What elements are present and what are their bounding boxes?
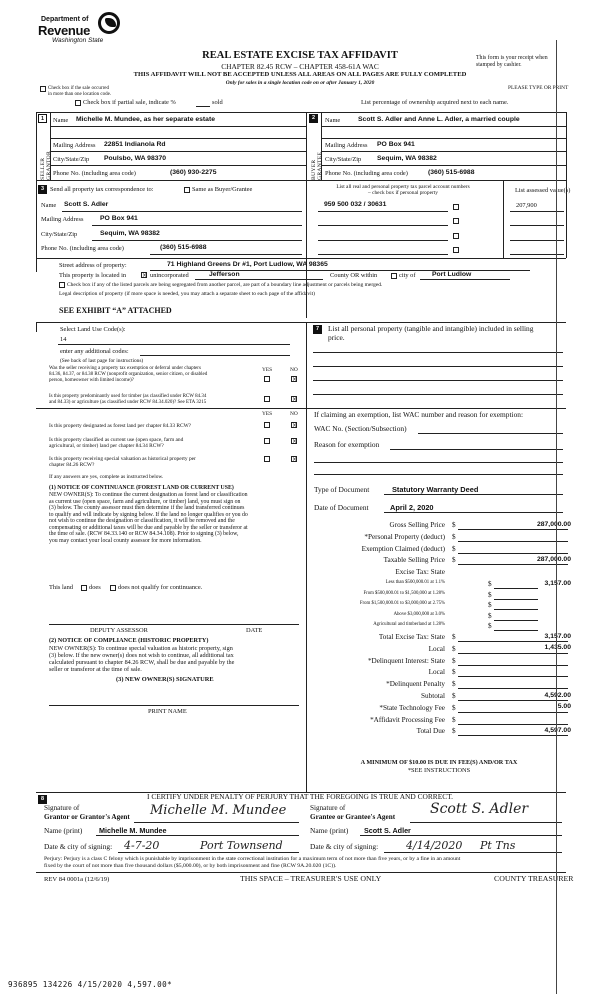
timber-no-checkbox[interactable]: × <box>292 396 298 403</box>
grantee-date-underline <box>384 852 562 853</box>
same-as-buyer-checkbox[interactable] <box>184 187 190 193</box>
land-use-label: Select Land Use Code(s): <box>60 326 126 333</box>
tax-row-label: *Affidavit Processing Fee <box>370 715 445 724</box>
street-address-value[interactable]: 71 Highland Greens Dr #1, Port Ludlow, WA 98365 <box>167 261 328 268</box>
seller-mailing-label: Mailing Address <box>53 142 96 149</box>
grantee-signature-label-1: Signature of <box>310 804 346 812</box>
deferral-question <box>49 366 207 385</box>
tax-row-dollar-sign: $ <box>452 544 456 553</box>
tax-row-underline <box>458 676 568 677</box>
tax-row-label: Taxable Selling Price <box>383 556 445 565</box>
section5-sub-line <box>36 408 566 409</box>
parcel-row-1-value[interactable]: 207,900 <box>516 202 537 209</box>
seller-city-value[interactable]: Poulsbo, WA 98370 <box>104 155 167 162</box>
county-underline <box>195 279 323 280</box>
receipt-note <box>476 55 548 70</box>
list-percentage-note: List percentage of ownership acquired next to each name. <box>361 99 509 106</box>
tax-row-label: Less than $500,000.01 at 1.1% <box>385 580 445 585</box>
notice2-line3: calculated pursuant to chapter 84.26 RCW, shall be due and payable by the <box>49 659 235 666</box>
seller-mailing-value[interactable]: 22851 Indianola Rd <box>104 141 166 148</box>
buyer-mailing-value[interactable]: PO Box 941 <box>377 141 415 148</box>
partial-sale-sold: sold <box>212 99 223 106</box>
tax-row-dollar-sign: $ <box>452 556 456 565</box>
parcel-row-2-line <box>318 225 448 226</box>
buyer-name-label: Name <box>325 117 341 124</box>
tax-row-label: *State Technology Fee <box>379 703 445 712</box>
tax-row-label: From $500,000.01 to $1,500,000 at 1.28% <box>363 590 445 596</box>
tax-row-value[interactable]: 4,592.00 <box>544 691 571 699</box>
tax-row-underline <box>458 541 568 542</box>
seller-phone-underline <box>36 180 306 181</box>
timber-yes-checkbox[interactable] <box>264 396 270 402</box>
tax-row-dollar-sign: $ <box>488 601 492 610</box>
county-or-label: County OR within <box>330 272 378 279</box>
tax-row-underline <box>494 588 538 589</box>
personal-property-line1: List all personal property (tangible and intangible) included in selling <box>328 324 534 333</box>
personal-property-line-3 <box>313 380 563 381</box>
tax-row-underline <box>458 564 568 565</box>
deferral-yes-checkbox[interactable] <box>264 376 270 382</box>
section3-bottom-line <box>36 258 566 259</box>
dor-logo-line2: Revenue <box>38 23 91 38</box>
perjury-statement <box>44 856 460 870</box>
location-city-underline <box>420 279 510 280</box>
tax-row-underline <box>458 700 568 701</box>
deputy-date-label: DATE <box>246 627 263 634</box>
buyer-mailing-label: Mailing Address <box>325 142 368 149</box>
tax-row-dollar-sign: $ <box>452 656 456 665</box>
perjury-line1: Perjury: Perjury is a class C felony which is punishable by imprisonment in the state correctional institution for a maximum term of not more than five years, or by a fine in an amount <box>44 856 461 862</box>
street-address-underline <box>150 270 530 271</box>
land-use-code-value[interactable]: 14 <box>60 336 67 343</box>
current-use-q-line2: agricultural, or timber) land per chapter 84.34 RCW? <box>49 443 164 450</box>
exemption-line-3 <box>314 474 563 475</box>
parcel-row-3-personal-checkbox[interactable] <box>453 233 459 239</box>
land-use-see-back: (See back of last page for instructions) <box>60 358 144 364</box>
tax-row-dollar-sign: $ <box>452 532 456 541</box>
tax-row-value[interactable]: 287,000.00 <box>536 555 571 563</box>
tax-row-dollar-sign: $ <box>452 680 456 689</box>
treasurer-stamp-line <box>556 40 557 994</box>
correspondence-label: Send all property tax correspondence to: <box>50 186 154 193</box>
tax-row-label: Total Excise Tax: State <box>378 633 445 641</box>
section5-top-line <box>36 322 566 323</box>
unincorporated-checkbox[interactable]: × <box>142 272 148 279</box>
buyer-phone-underline <box>306 180 566 181</box>
parcel-divider <box>503 180 504 258</box>
parcel-row-2-personal-checkbox[interactable] <box>453 218 459 224</box>
seller-name-label: Name <box>53 117 69 124</box>
buyer-side-label: BUYER GRANTEE <box>311 151 323 180</box>
city-of-checkbox[interactable] <box>391 273 397 279</box>
buyer-city-label: City/State/Zip <box>325 156 362 163</box>
deferral-q-line3: person, homeowner with limited income)? <box>49 378 134 384</box>
corr-name-underline <box>62 211 302 212</box>
notice2-line4: seller or transferor at the time of sale. <box>49 666 142 673</box>
multi-location-line2: in more than one location code. <box>48 92 112 98</box>
current-use-no-checkbox[interactable]: × <box>292 438 298 445</box>
notice2-line2: (3) below. If the new owner(s) does not wish to continue, all additional tax <box>49 652 234 659</box>
personal-property-line-2 <box>313 366 563 367</box>
form-chapter: CHAPTER 82.45 RCW – CHAPTER 458-61A WAC <box>221 62 379 71</box>
receipt-stamp-line: 936895 134226 4/15/2020 4,597.00* <box>8 980 173 989</box>
does-not-label: does not qualify for continuance. <box>118 584 203 591</box>
form-warning: THIS AFFIDAVIT WILL NOT BE ACCEPTED UNLESS ALL AREAS ON ALL PAGES ARE FULLY COMPLETED <box>133 71 467 78</box>
parcel-row-4-personal-checkbox[interactable] <box>453 247 459 253</box>
corr-name-value[interactable]: Scott S. Adler <box>64 201 109 208</box>
treasurer-space-label: THIS SPACE – TREASURER'S USE ONLY <box>240 874 382 883</box>
tax-row-dollar-sign: $ <box>488 590 492 599</box>
notice1-line8: you may contact your local county assessor for more information. <box>49 537 202 544</box>
minimum-due-note: A MINIMUM OF $10.00 IS DUE IN FEE(S) AND/OR TAX <box>360 759 518 766</box>
partial-sale-checkbox[interactable] <box>75 100 81 106</box>
deputy-assessor-line <box>49 624 299 625</box>
section5-bracket <box>36 322 37 332</box>
tax-row-underline <box>458 665 568 666</box>
exemption-reason-underline <box>390 449 563 450</box>
section-right-border <box>566 112 567 258</box>
current-use-yes-checkbox[interactable] <box>264 438 270 444</box>
grantor-signature-line <box>134 822 299 823</box>
does-label: does <box>89 584 101 591</box>
grantee-date-value[interactable]: 4/14/2020 <box>406 839 463 852</box>
partial-sale-percent-line[interactable] <box>196 106 210 107</box>
personal-property-line-1 <box>313 352 563 353</box>
historic-question <box>49 456 196 468</box>
notice1-line5: not wish to continue the designation or classification, it will be removed and the <box>49 518 235 524</box>
tax-row-underline <box>458 553 568 554</box>
tax-row-label: Above $3,000,000 at 3.0% <box>393 611 445 617</box>
form-id: REV 84 0001a (12/6/19) <box>44 876 110 883</box>
tax-row-underline <box>458 735 568 736</box>
tax-row-underline <box>494 620 538 621</box>
tax-row-underline <box>458 529 568 530</box>
corr-phone-label: Phone No. (including area code) <box>41 245 124 252</box>
tax-row-label: Local <box>428 644 445 653</box>
corr-mailing-label: Mailing Address <box>41 216 84 223</box>
receipt-note-line2: stamped by cashier. <box>476 62 522 69</box>
deputy-assessor-label: DEPUTY ASSESSOR <box>90 627 148 634</box>
parcel-row-1-personal-checkbox[interactable] <box>453 204 459 210</box>
section-top-line <box>36 112 566 113</box>
parcel-header <box>308 184 498 196</box>
current-use-question <box>49 437 183 449</box>
this-land-label: This land <box>49 584 73 591</box>
dor-logo <box>38 12 128 48</box>
tax-row-dollar-sign: $ <box>488 622 492 631</box>
tax-row-dollar-sign: $ <box>452 692 456 700</box>
current-use-q-line1: Is this property classified as current use (open space, farm and <box>49 437 184 443</box>
parcel-header-line2: – check box if personal property <box>368 190 438 197</box>
grantor-date-value[interactable]: 4-7-20 <box>124 839 160 852</box>
dor-logo-line3: Washington State <box>52 37 104 44</box>
buyer-city-value[interactable]: Sequim, WA 98382 <box>377 155 437 162</box>
document-type-label: Type of Document <box>314 485 370 494</box>
tax-row-label: *Personal Property (deduct) <box>364 532 445 541</box>
same-as-buyer-label: Same as Buyer/Grantee <box>192 186 253 193</box>
notice-compliance-body <box>49 645 234 673</box>
grantor-city-value[interactable]: Port Townsend <box>200 839 283 852</box>
document-date-value[interactable]: April 2, 2020 <box>390 503 434 512</box>
location-city-value[interactable]: Port Ludlow <box>432 271 472 278</box>
corr-city-label: City/State/Zip <box>41 231 78 238</box>
type-or-print: PLEASE TYPE OR PRINT <box>508 85 569 91</box>
corr-city-value[interactable]: Sequim, WA 98382 <box>100 230 160 237</box>
personal-property-line-4 <box>313 394 563 395</box>
legal-description-label: Legal description of property (if more space is needed, you may attach a separate sheet to each page of the affidavit) <box>59 291 315 297</box>
grantor-signature-label-1: Signature of <box>44 804 80 812</box>
street-address-label: Street address of property: <box>59 262 127 269</box>
county-treasurer-label: COUNTY TREASURER <box>494 874 574 883</box>
historic-no-checkbox[interactable]: × <box>292 456 298 463</box>
corr-name-label: Name <box>41 202 57 209</box>
land-use-additional-label: enter any additional codes: <box>60 348 129 355</box>
buyer-phone-value[interactable]: (360) 515-6988 <box>428 169 475 176</box>
timber-q-line2: and 84.33) or agriculture (as classified under RCW 84.34.020)? See ETA 3215 <box>49 400 207 406</box>
grantor-name-label: Name (print) <box>44 826 83 835</box>
deferral-q-line1: Was the seller receiving a property tax exemption or deferral under chapters <box>49 366 201 371</box>
tax-row-label: Exemption Claimed (deduct) <box>361 544 445 553</box>
multi-location-checkbox[interactable] <box>40 86 46 92</box>
tax-row-label: Agricultural and timberland at 1.28% <box>373 622 445 628</box>
parcel-row-1-number[interactable]: 959 500 032 / 30631 <box>324 201 387 208</box>
grantor-signature[interactable]: Michelle M. Mundee <box>150 803 287 818</box>
seller-phone-label: Phone No. (including area code) <box>53 170 136 177</box>
tax-row-value[interactable]: 287,000.00 <box>536 520 571 528</box>
seller-side-label: SELLER GRANTOR <box>40 150 52 180</box>
tax-row-underline <box>458 653 568 654</box>
grantee-name-value[interactable]: Scott S. Adler <box>364 826 411 835</box>
perjury-line2: fixed by the court of not more than five thousand dollars ($5,000.00), or by both imprisonment and fine (RCW 9A.20.020 (1C)). <box>44 863 337 869</box>
seller-city-label: City/State/Zip <box>53 156 90 163</box>
new-owner-signature-line <box>49 705 299 706</box>
tax-row-underline <box>494 599 538 600</box>
notice1-line2: as current use (open space, farm and agriculture, or timber) land, you must sign on <box>49 498 241 505</box>
if-any-yes: If any answers are yes, complete as instructed below. <box>49 474 164 480</box>
parcel-row-3-line <box>318 240 448 241</box>
grantee-signature-label-2: Grantee or Grantee's Agent <box>310 812 396 821</box>
receipt-note-line1: This form is your receipt when <box>476 55 548 61</box>
tax-row-dollar-sign: $ <box>452 715 456 724</box>
buyer-mailing-underline <box>322 151 566 152</box>
see-instructions-note: *SEE INSTRUCTIONS <box>407 767 471 774</box>
located-in-label: This property is located in <box>59 272 127 279</box>
personal-property-text <box>328 325 533 342</box>
buyer-side-divider <box>321 112 322 180</box>
tax-row-dollar-sign: $ <box>452 521 456 529</box>
tax-row-underline <box>494 630 538 631</box>
document-date-underline <box>384 512 563 513</box>
tax-row-value[interactable]: 3,157.00 <box>544 632 571 640</box>
grantee-signature[interactable]: Scott S. Adler <box>430 801 529 817</box>
tax-row-dollar-sign: $ <box>452 633 456 641</box>
tax-row-dollar-sign: $ <box>488 611 492 620</box>
corr-mailing-underline <box>92 225 302 226</box>
seller-phone-value[interactable]: (360) 930-2275 <box>170 169 217 176</box>
tax-row-value[interactable]: 4,597.00 <box>544 726 571 734</box>
grantee-signature-label <box>310 804 395 821</box>
seller-city-underline <box>51 165 306 166</box>
historic-q-line1: Is this property receiving special valuation as historical property per <box>49 456 196 462</box>
section-8-number: 8 <box>38 795 47 804</box>
grantor-date-label: Date & city of signing: <box>44 842 113 851</box>
partial-sale-label: Check box if partial sale, indicate % <box>83 99 176 106</box>
exemption-line-2 <box>314 462 563 463</box>
tax-row-label: Subtotal <box>421 692 445 700</box>
unincorporated-label: unincorporated <box>150 272 189 279</box>
seller-name-underline <box>51 126 306 127</box>
no-header-1: NO <box>290 367 298 373</box>
personal-property-line2: price. <box>328 332 345 342</box>
tax-row-value[interactable]: 5.00 <box>557 703 571 711</box>
deferral-no-checkbox[interactable]: × <box>292 376 298 383</box>
deferral-q-line2: 84.36, 84.37, or 84.38 RCW (nonprofit organization, senior citizen, or disabled <box>49 372 208 378</box>
grantor-date-underline <box>118 852 299 853</box>
parcel-row-4-line <box>318 254 448 255</box>
certify-statement: I CERTIFY UNDER PENALTY OF PERJURY THAT THE FOREGOING IS TRUE AND CORRECT. <box>147 792 453 801</box>
section5-mid-divider <box>306 322 307 792</box>
buyer-name-value[interactable]: Scott S. Adler and Anne L. Adler, a married couple <box>358 116 520 123</box>
notice1-line1: NEW OWNER(S): To continue the current designation as forest land or classification <box>49 492 248 498</box>
tax-row-dollar-sign: $ <box>452 644 456 653</box>
buyer-blank-line <box>322 138 566 139</box>
tax-row-label: Local <box>428 668 445 677</box>
grantee-name-label: Name (print) <box>310 826 349 835</box>
document-date-label: Date of Document <box>314 503 369 512</box>
notice-compliance-title: (2) NOTICE OF COMPLIANCE (HISTORIC PROPERTY) <box>49 637 209 644</box>
tax-row-label: Total Due <box>416 727 445 736</box>
section-3-number: 3 <box>38 185 47 194</box>
tax-row-label: Excise Tax: State <box>395 568 445 577</box>
exemption-reason-label: Reason for exemption <box>314 440 380 449</box>
segregated-label: Check box if any of the listed parcels are being segregated from another parcel, are part of a boundary line adjustment or parcels being merged. <box>67 282 383 288</box>
document-type-underline <box>384 494 563 495</box>
section-1-number: 1 <box>38 114 47 123</box>
corr-city-underline <box>92 240 302 241</box>
timber-q-line1: Is this property predominantly used for timber (as classified under RCW 84.34 <box>49 394 207 399</box>
section-7-number: 7 <box>313 325 322 334</box>
corr-phone-value[interactable]: (360) 515-6988 <box>160 244 207 251</box>
section-2-number: 2 <box>309 114 318 123</box>
parcel-header-line1: List all real and personal property tax parcel account numbers <box>336 184 470 190</box>
document-type-value[interactable]: Statutory Warranty Deed <box>392 485 479 494</box>
does-not-qualify-checkbox[interactable] <box>110 585 116 591</box>
tax-row-underline <box>458 688 568 689</box>
tax-row-value[interactable]: 3,157.00 <box>544 579 571 587</box>
forest-no-checkbox[interactable]: × <box>292 422 298 429</box>
notice-continuance-title: (1) NOTICE OF CONTINUANCE (FOREST LAND OR CURRENT USE) <box>49 485 234 491</box>
wac-label: WAC No. (Section/Subsection) <box>314 424 407 433</box>
multi-location-label <box>48 86 111 98</box>
forest-question: Is this property designated as forest land per chapter 84.33 RCW? <box>49 423 192 429</box>
notice1-line3: (3) below. The county assessor must then determine if the land transferred continues <box>49 505 245 511</box>
grantor-signature-label-2: Grantor or Grantor's Agent <box>44 812 130 821</box>
historic-q-line2: chapter 84.26 RCW? <box>49 462 95 469</box>
grantor-name-underline <box>96 835 299 836</box>
tax-row-value[interactable]: 1,435.00 <box>544 644 571 652</box>
city-of-label: city of <box>399 272 416 279</box>
section4-bracket <box>36 258 37 272</box>
grantor-name-value[interactable]: Michelle M. Mundee <box>99 826 167 835</box>
tax-row-underline <box>458 724 568 725</box>
assessed-value-label: List assessed value(s) <box>515 187 571 194</box>
buyer-name-underline <box>322 126 566 127</box>
seller-blank-line <box>51 138 306 139</box>
notice1-line6: compensating or additional taxes will be due and payable by the seller or transferor at <box>49 524 248 531</box>
seller-mailing-underline <box>51 151 306 152</box>
timber-question <box>49 394 206 406</box>
historic-yes-checkbox[interactable] <box>264 456 270 462</box>
buyer-city-underline <box>322 165 566 166</box>
notice1-line7: the time of sale. (RCW 84.33.140 or RCW 84.34.108). Prior to signing (3) below, <box>49 531 239 537</box>
yes-header-1: YES <box>262 367 273 373</box>
tax-row-dollar-sign: $ <box>488 580 492 588</box>
tax-row-underline <box>494 609 538 610</box>
grantee-date-label: Date & city of signing: <box>310 842 379 851</box>
form-only-for: Only for sales in a single location code on or after January 1, 2020 <box>225 80 375 86</box>
section-left-border <box>36 112 37 258</box>
tax-row-dollar-sign: $ <box>452 703 456 712</box>
land-use-additional-underline <box>140 355 290 356</box>
tax-row-label: *Delinquent Interest: State <box>367 656 445 665</box>
corr-phone-underline <box>150 254 302 255</box>
notice1-line4: to qualify and will indicate by signing below. If the land no longer qualifies or you do <box>49 511 248 518</box>
dor-logo-line1: Department of <box>41 16 89 23</box>
tax-row-dollar-sign: $ <box>452 668 456 677</box>
new-owner-signature-label: (3) NEW OWNER(S) SIGNATURE <box>116 676 214 683</box>
print-name-label: PRINT NAME <box>148 708 187 715</box>
parcel-row-1-line <box>318 211 448 212</box>
perjury-bottom-line <box>36 872 566 873</box>
tax-row-label: Gross Selling Price <box>389 521 445 529</box>
multi-location-line1: Check box if the sale occurred <box>48 86 109 91</box>
seller-side-divider <box>50 112 51 180</box>
notice-continuance-body <box>49 492 248 544</box>
grantee-signature-line <box>410 822 562 823</box>
segregated-checkbox[interactable] <box>59 282 65 288</box>
exhibit-attached: SEE EXHIBIT “A” ATTACHED <box>59 306 172 315</box>
buyer-phone-label: Phone No. (including area code) <box>325 170 408 177</box>
form-title: REAL ESTATE EXCISE TAX AFFIDAVIT <box>202 50 398 61</box>
notice2-line1: NEW OWNER(S): To continue special valuation as historic property, sign <box>49 645 233 652</box>
tax-row-label: From $1,500,000.01 to $3,000,000 at 2.75% <box>359 601 445 607</box>
tax-row-underline <box>458 641 568 642</box>
seller-name-value[interactable]: Michelle M. Mundee, as her separate estate <box>76 116 216 123</box>
tax-row-underline <box>458 712 568 713</box>
grantor-signature-label <box>44 804 130 821</box>
tax-row-label: *Delinquent Penalty <box>386 680 445 689</box>
grantee-city-value[interactable]: Pt Tns <box>480 839 516 852</box>
exemption-heading: If claiming an exemption, list WAC number and reason for exemption: <box>314 410 524 419</box>
county-value[interactable]: Jefferson <box>209 271 240 278</box>
land-use-code-underline <box>58 344 290 345</box>
corr-mailing-value[interactable]: PO Box 941 <box>100 215 138 222</box>
no-header-2: NO <box>290 411 298 417</box>
wac-underline <box>418 433 563 434</box>
does-qualify-checkbox[interactable] <box>81 585 87 591</box>
yes-header-2: YES <box>262 411 273 417</box>
forest-yes-checkbox[interactable] <box>264 422 270 428</box>
grantee-name-underline <box>360 835 562 836</box>
tax-row-dollar-sign: $ <box>452 727 456 736</box>
